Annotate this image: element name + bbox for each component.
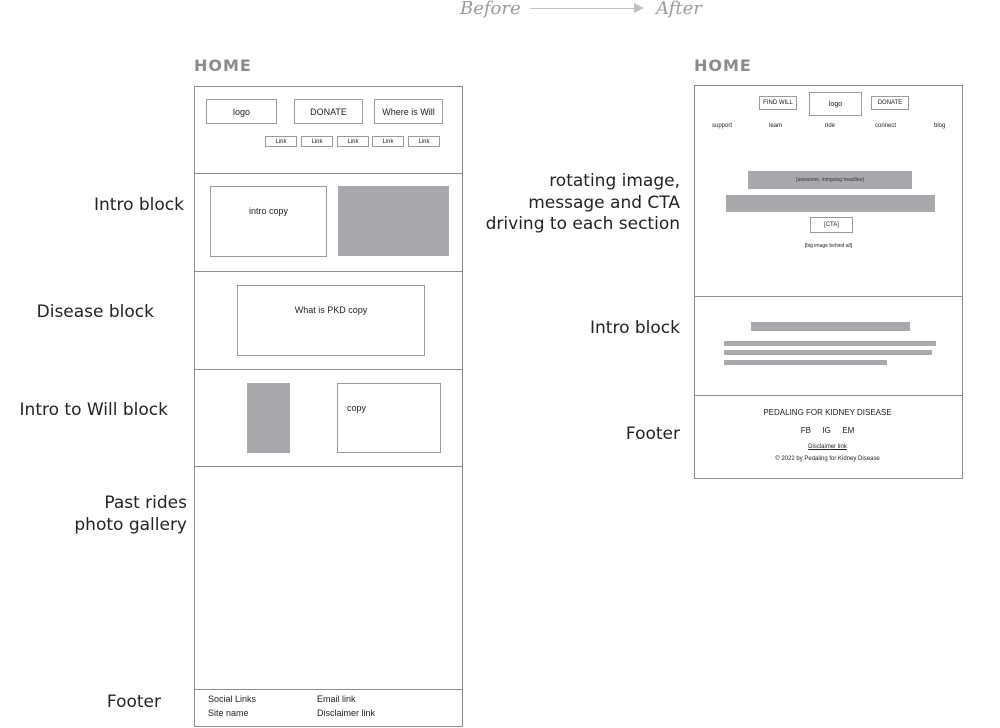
- footer-disclaimer-link[interactable]: Disclaimer link: [808, 444, 847, 450]
- intro-text-line: [724, 341, 936, 346]
- footer-copyright: © 2022 by Pedaling for Kidney Disease: [775, 456, 880, 462]
- intro-copy-text: intro copy: [248, 206, 289, 216]
- nav-link-ride[interactable]: ride: [825, 123, 836, 129]
- nav-link[interactable]: Link: [372, 136, 404, 147]
- arrow-line: [530, 8, 638, 9]
- label-intro-block: Intro block: [94, 195, 184, 215]
- footer-site-name: Site name: [208, 708, 249, 718]
- label-will-block: Intro to Will block: [19, 400, 168, 420]
- divider: [194, 271, 463, 272]
- will-copy-text: copy: [347, 403, 367, 413]
- divider: [194, 369, 463, 370]
- after-page-title: HOME: [694, 56, 752, 75]
- intro-text-line: [724, 350, 932, 355]
- will-copy-box: [337, 383, 441, 453]
- before-label: Before: [460, 0, 521, 19]
- hero-message-bar: [726, 195, 935, 212]
- footer-social-links: Social Links: [208, 694, 257, 704]
- footer-social-row: [694, 426, 961, 435]
- intro-text-line: [724, 360, 887, 365]
- hero-cta-button[interactable]: [CTA]: [810, 217, 853, 233]
- nav-link-connect[interactable]: connect: [875, 123, 897, 129]
- divider: [194, 173, 463, 174]
- intro-image-placeholder: [338, 186, 449, 256]
- arrow-head-icon: [634, 3, 644, 13]
- before-page-title: HOME: [194, 56, 252, 75]
- logo-box: logo: [809, 92, 862, 116]
- nav-link[interactable]: Link: [265, 136, 297, 147]
- facebook-link[interactable]: FB: [800, 426, 811, 435]
- divider: [194, 466, 463, 467]
- divider: [694, 296, 963, 297]
- hero-headline-bar: [awesome, intriguing headline]: [748, 171, 912, 189]
- disease-copy-text: What is PKD copy: [294, 305, 368, 315]
- after-label: After: [656, 0, 702, 19]
- nav-link[interactable]: Link: [337, 136, 369, 147]
- hero-bg-note: [big image behind all]: [804, 243, 853, 249]
- nav-link[interactable]: Link: [301, 136, 333, 147]
- footer-email-link: Email link: [317, 694, 356, 704]
- will-image-placeholder: [247, 383, 290, 453]
- label-rotating-image: rotating image,: [549, 171, 680, 191]
- where-is-will-button[interactable]: Where is Will: [374, 99, 443, 124]
- after-wireframe: [694, 85, 963, 479]
- intro-copy-box: [210, 186, 327, 257]
- donate-button[interactable]: DONATE: [294, 99, 363, 124]
- label-photo-gallery: photo gallery: [74, 515, 187, 535]
- instagram-link[interactable]: IG: [822, 426, 831, 435]
- logo-box: logo: [206, 99, 277, 124]
- find-will-button[interactable]: FIND WILL: [759, 96, 797, 110]
- donate-button[interactable]: DONATE: [871, 96, 909, 110]
- nav-link[interactable]: Link: [408, 136, 440, 147]
- label-intro-block: Intro block: [590, 318, 680, 338]
- email-link[interactable]: EM: [842, 426, 855, 435]
- label-driving-sections: driving to each section: [485, 214, 680, 234]
- nav-link-support[interactable]: support: [712, 123, 733, 129]
- label-footer: Footer: [106, 692, 161, 712]
- divider: [194, 689, 463, 690]
- nav-link-learn[interactable]: learn: [769, 123, 783, 129]
- footer-disclaimer-link: Disclaimer link: [317, 708, 376, 718]
- intro-headline-bar: [751, 322, 910, 331]
- label-message-cta: message and CTA: [528, 193, 680, 213]
- disease-copy-box: [237, 285, 425, 356]
- divider: [694, 395, 963, 396]
- footer-site-name: PEDALING FOR KIDNEY DISEASE: [763, 408, 892, 417]
- label-disease-block: Disease block: [36, 302, 154, 322]
- nav-link-blog[interactable]: blog: [934, 123, 946, 129]
- label-past-rides: Past rides: [104, 493, 187, 513]
- label-footer: Footer: [625, 424, 680, 444]
